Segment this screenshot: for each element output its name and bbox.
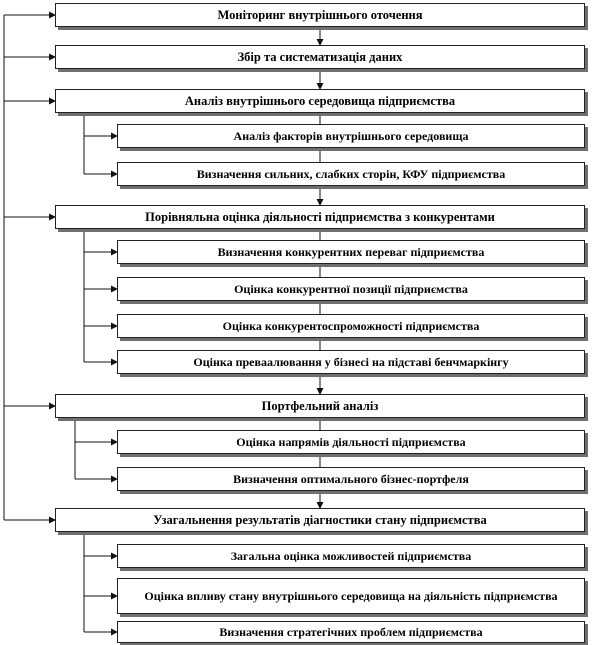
substep-box: Визначення конкурентних переваг підприємства	[117, 240, 585, 264]
stage-box-results-summary: Узагальнення результатів діагностики стану підприємства	[55, 508, 585, 532]
substep-box: Оцінка напрямів діяльності підприємства	[117, 430, 585, 454]
substep-box: Оцінка конкурентоспроможності підприємства	[117, 314, 585, 338]
stage-box-portfolio-analysis: Портфельний аналіз	[55, 394, 585, 418]
substep-box: Визначення оптимального бізнес-портфеля	[117, 467, 585, 491]
substep-box: Загальна оцінка можливостей підприємства	[117, 544, 585, 568]
substep-box: Оцінка конкурентної позиції підприємства	[117, 277, 585, 301]
substep-box: Оцінка преваалювання у бізнесі на підставі бенчмаркінгу	[117, 350, 585, 374]
stage-box-data-collection: Збір та систематизація даних	[55, 45, 585, 69]
stage-box-internal-analysis: Аналіз внутрішнього середовища підприємства	[55, 89, 585, 113]
substep-box: Аналіз факторів внутрішнього середовища	[117, 124, 585, 148]
substep-box: Оцінка впливу стану внутрішнього середовища на діяльність підприємства	[117, 578, 585, 614]
stage-box-competitor-comparison: Порівняльна оцінка діяльності підприємства з конкурентами	[55, 205, 585, 229]
substep-box: Визначення сильних, слабких сторін, КФУ підприємства	[117, 162, 585, 186]
stage-box-monitoring: Моніторинг внутрішнього оточення	[55, 3, 585, 27]
substep-box: Визначення стратегічних проблем підприємства	[117, 621, 585, 643]
